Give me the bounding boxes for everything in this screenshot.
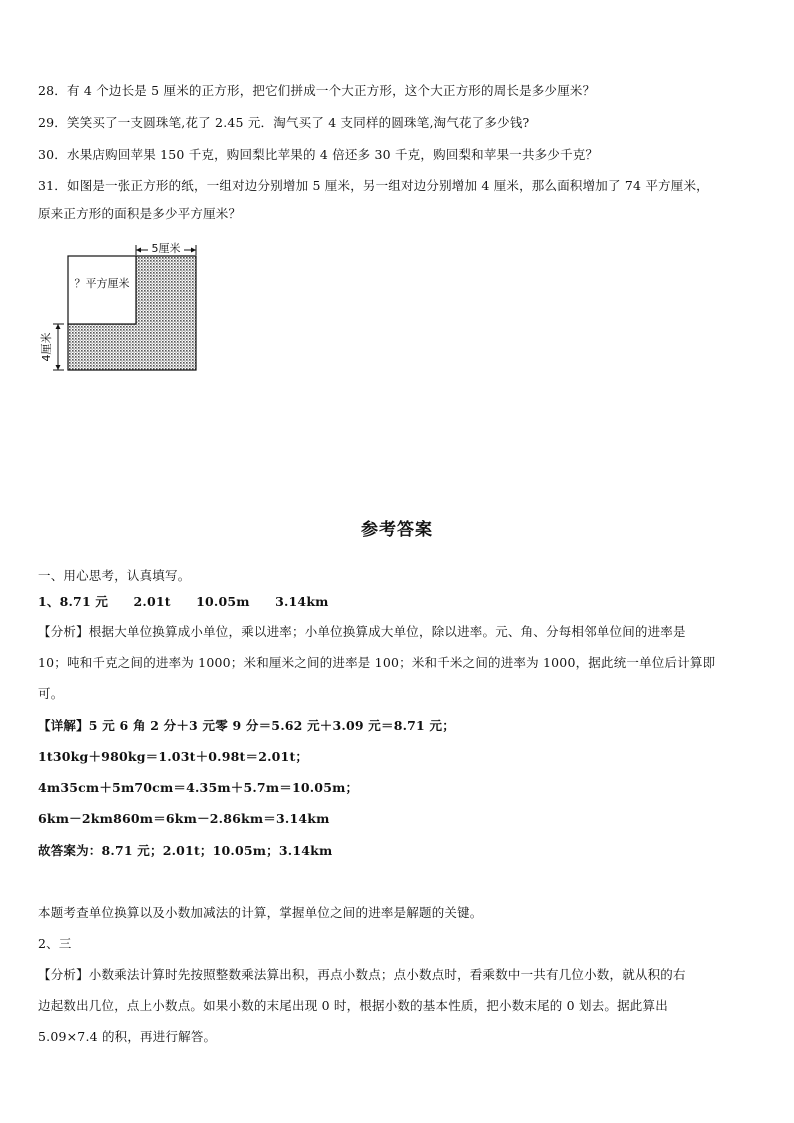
section-heading: 一、用心思考，认真填写。 <box>38 568 191 583</box>
question-31-line1: 31．如图是一张正方形的纸，一组对边分别增加 5 厘米，另一组对边分别增加 4 厘米，那么面积增加了 74 平方厘米， <box>38 178 709 193</box>
question-30: 30．水果店购回苹果 150 千克，购回梨比苹果的 4 倍还多 30 千克，购回梨和苹果一共多少千克？ <box>38 147 599 162</box>
question-31-line2: 原来正方形的面积是多少平方厘米？ <box>38 206 242 221</box>
answer-1-analysis-end: 可。 <box>38 686 64 701</box>
answer-1-analysis: 【分析】根据大单位换算成小单位，乘以进率；小单位换算成大单位，除以进率。元、角、分每相邻单位间的进率是 <box>38 624 686 639</box>
side-dimension-label: 4厘米 <box>40 332 53 362</box>
original-square <box>68 256 136 324</box>
answer-1-detail-2: 1t30kg＋980kg＝1.03t＋0.98t＝2.01t； <box>38 749 309 764</box>
answer-1-detail: 【详解】5 元 6 角 2 分＋3 元零 9 分＝5.62 元＋3.09 元＝8.71 元； <box>38 718 455 733</box>
answer-2-header: 2、三 <box>38 936 72 951</box>
answer-1-header: 1、8.71 元 2.01t 10.05m 3.14km <box>38 594 329 609</box>
top-dimension-label: 5厘米 <box>151 242 181 255</box>
question-28: 28．有 4 个边长是 5 厘米的正方形，把它们拼成一个大正方形，这个大正方形的周长是多少厘米？ <box>38 83 596 98</box>
answer-2-analysis: 【分析】小数乘法计算时先按照整数乘法算出积，再点小数点；点小数点时，看乘数中一共有几位小数，就从积的右 <box>38 967 686 982</box>
answer-2-analysis-cont: 边起数出几位，点上小数点。如果小数的末尾出现 0 时，根据小数的基本性质，把小数末尾的 0 划去。据此算出 <box>38 998 668 1013</box>
question-29: 29．笑笑买了一支圆珠笔,花了 2.45 元．淘气买了 4 支同样的圆珠笔,淘气花了多少钱? <box>38 115 530 130</box>
answer-1-comment: 本题考查单位换算以及小数加减法的计算，掌握单位之间的进率是解题的关键。 <box>38 905 483 920</box>
answer-1-analysis-cont: 10；吨和千克之间的进率为 1000；米和厘米之间的进率是 100；米和千米之间的进率为 1000，据此统一单位后计算即 <box>38 655 716 670</box>
answer-1-detail-4: 6km－2km860m＝6km－2.86km＝3.14km <box>38 811 330 826</box>
square-diagram <box>36 236 206 376</box>
answer-2-analysis-end: 5.09×7.4 的积，再进行解答。 <box>38 1029 217 1044</box>
answer-1-detail-3: 4m35cm＋5m70cm＝4.35m＋5.7m＝10.05m； <box>38 780 359 795</box>
answer-1-conclusion: 故答案为：8.71 元；2.01t；10.05m；3.14km <box>38 843 333 858</box>
unknown-area-label: ？平方厘米 <box>74 277 130 290</box>
answer-title: 参考答案 <box>361 520 433 540</box>
